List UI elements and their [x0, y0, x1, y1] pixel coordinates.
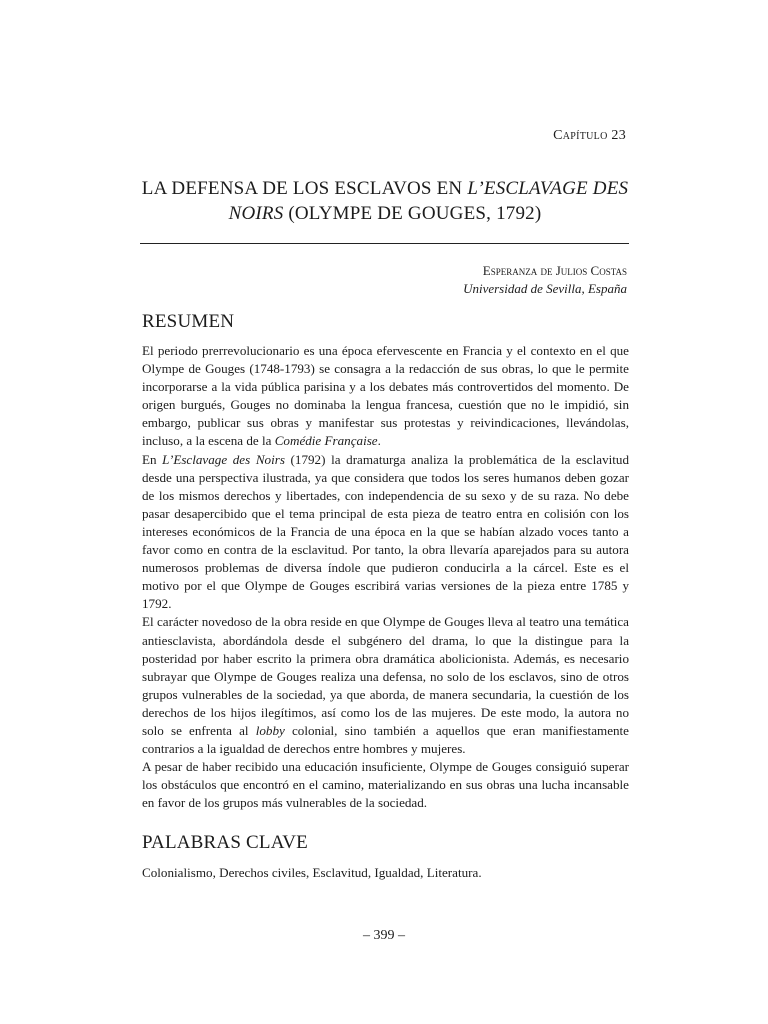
abstract-body [142, 342, 629, 812]
abstract-p3-text: El carácter novedoso de la obra reside en que Olympe de Gouges lleva al teatro una temática antiesclavista, abordándola desde el subgénero del drama, lo que la distingue para la posteridad por haber escrito la primera obra dramática abolicionista. Además, es necesario subrayar que Olympe de Gouges realiza una defensa, no solo de los esclavos, sino de otros grupos vulnerables de la sociedad, ya que aborda, de manera secundaria, la cuestión de los derechos de los hijos ilegítimos, así como los de las mujeres. De este modo, la autora no solo se enfrenta al [142, 614, 629, 738]
title-italic-work: L’ESCLAVAGE DES NOIRS [228, 178, 629, 224]
abstract-p3-end: colonial, sino también a aquellos que eran manifiestamente contrarios a la igualdad de derechos entre hombres y mujeres. [142, 722, 629, 757]
title-part-3: (OLYMPE DE GOUGES, 1792) [283, 203, 542, 224]
page-number: – 399 – [363, 928, 405, 943]
abstract-p2-text: (1792) la dramaturga analiza la problemática de la esclavitud desde una perspectiva ilustrada, ya que considera que todos los seres humanos deben gozar de los mismos derechos y libertades, con independencia de su sexo y de su raza. No debe pasar desapercibido que el tema principal de esta pieza de teatro entra en colisión con los intereses económicos de la Francia de una época en la que se habían alzado voces tanto a favor como en contra de la esclavitud. Por tanto, la obra llevaría aparejados para su autora numerosos problemas de diversa índole que pudieron conducirla a la cárcel. Este es el motivo por el que Olympe de Gouges escribirá varias versiones de la pieza entre 1785 y 1792. [142, 451, 629, 612]
abstract-heading: RESUMEN [142, 311, 235, 332]
abstract-p1-text: El periodo prerrevolucionario es una época efervescente en Francia y el contexto en el que Olympe de Gouges (1748-1793) se consagra a la redacción de sus obras, lo que le permite incorporarse a la vida pública parisina y a los debates más controvertidos del momento. De origen burgués, Gouges no dominaba la lengua francesa, cuestión que no le impidió, sin embargo, publicar sus obras y manifestar sus protestas y reivindicaciones, llevándolas, incluso, a la escena de la [142, 343, 629, 449]
abstract-p1-end: . [377, 433, 381, 449]
abstract-p1-italic: Comédie Française [274, 433, 378, 449]
abstract-paragraph-4: A pesar de haber recibido una educación insuficiente, Olympe de Gouges consiguió superar los obstáculos que encontró en el camino, materializando en sus obras una lucha incansable en favor de los grupos más vulnerables de la sociedad. [142, 759, 629, 811]
abstract-p2-start: En [142, 451, 163, 467]
abstract-paragraph-2 [142, 451, 629, 614]
abstract-paragraph-3 [142, 613, 629, 758]
author-block [463, 262, 627, 298]
chapter-label: Capítulo 23 [553, 128, 626, 143]
title-part-1: LA DEFENSA DE LOS ESCLAVOS EN [141, 178, 468, 199]
author-name: Esperanza de Julios Costas [482, 263, 627, 278]
abstract-p3-italic: lobby [255, 722, 285, 738]
title-divider [140, 243, 629, 244]
abstract-p2-italic: L’Esclavage des Noirs [162, 451, 285, 467]
keywords-text: Colonialismo, Derechos civiles, Esclavitud, Igualdad, Literatura. [142, 865, 482, 880]
abstract-paragraph-1 [142, 342, 629, 451]
chapter-title [140, 176, 630, 226]
keywords-heading: PALABRAS CLAVE [142, 832, 308, 853]
author-affiliation: Universidad de Sevilla, España [463, 281, 627, 296]
